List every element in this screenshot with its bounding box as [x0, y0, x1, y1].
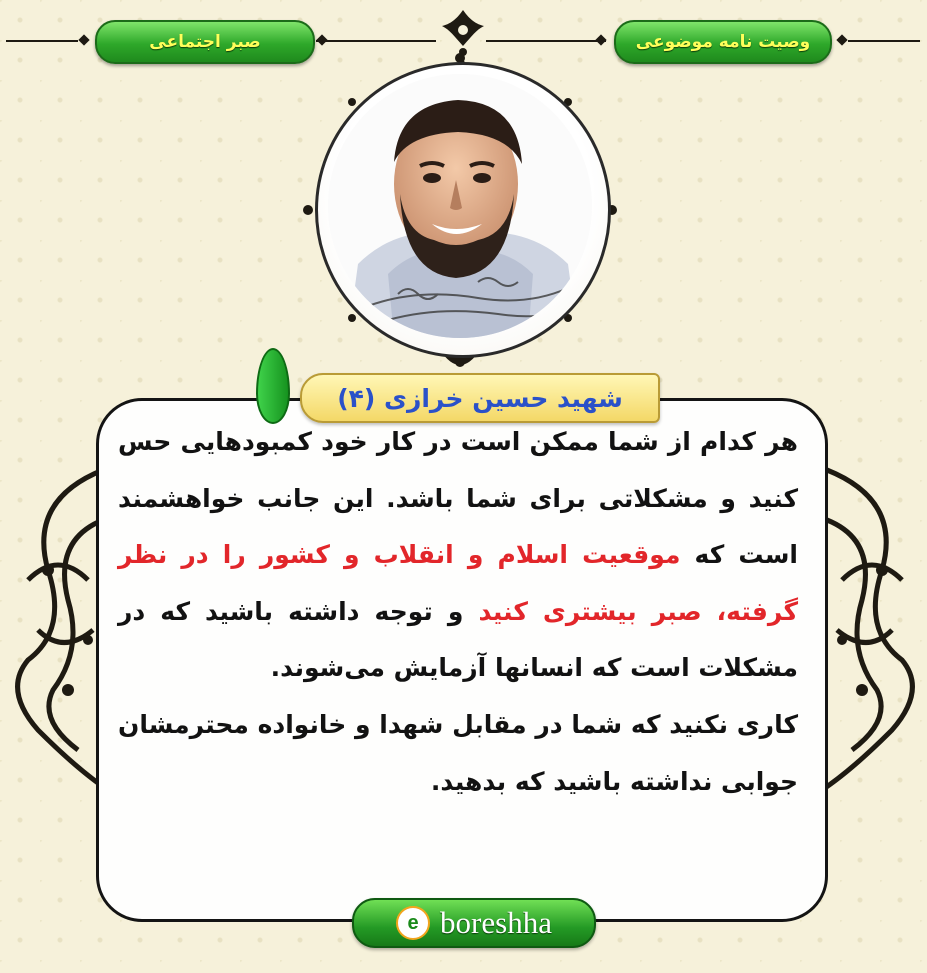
paragraph-2: کاری نکنید که شما در مقابل شهدا و خانواده محترمشان جوابی نداشته باشید که بدهید. [118, 709, 798, 796]
brand-badge[interactable] [352, 898, 596, 948]
header-left-ornament [78, 34, 89, 45]
right-arabesque-ornament [812, 460, 922, 800]
header-center-right-rule [486, 40, 606, 42]
highlighted-phrase: موقعیت اسلام و انقلاب و کشور را در نظر گرفته، صبر بیشتری کنید [118, 540, 798, 626]
category-label-pill [614, 20, 832, 64]
paragraph-1-end: و توجه داشته باشید که در مشکلات است که انسانها آزمایش می‌شوند. [118, 596, 798, 683]
header-right-rule [848, 40, 920, 42]
header-center-left-ornament [316, 34, 327, 45]
paragraph-1 [118, 427, 798, 682]
header-center-left-rule [316, 40, 436, 42]
brand-logo-icon: e [396, 906, 430, 940]
portrait-illustration [328, 74, 592, 338]
green-leaf-icon [256, 348, 290, 424]
paragraph-1-start: هر کدام از شما ممکن است در کار خود کمبودهایی حس کنید و مشکلاتی برای شما باشد. این جانب خواهشمند است که [118, 427, 798, 570]
topic-label-pill [95, 20, 315, 64]
category-label: وصیت نامه موضوعی [635, 32, 811, 52]
header-center-right-ornament [595, 34, 606, 45]
martyr-portrait [328, 74, 592, 338]
topic-label: صبر اجتماعی [149, 32, 261, 52]
testament-text [118, 414, 798, 810]
brand-name: boreshha [440, 905, 552, 940]
header-left-rule [6, 40, 78, 42]
header-right-ornament [836, 34, 847, 45]
page-title: شهید حسین خرازی (۴) [337, 383, 623, 413]
